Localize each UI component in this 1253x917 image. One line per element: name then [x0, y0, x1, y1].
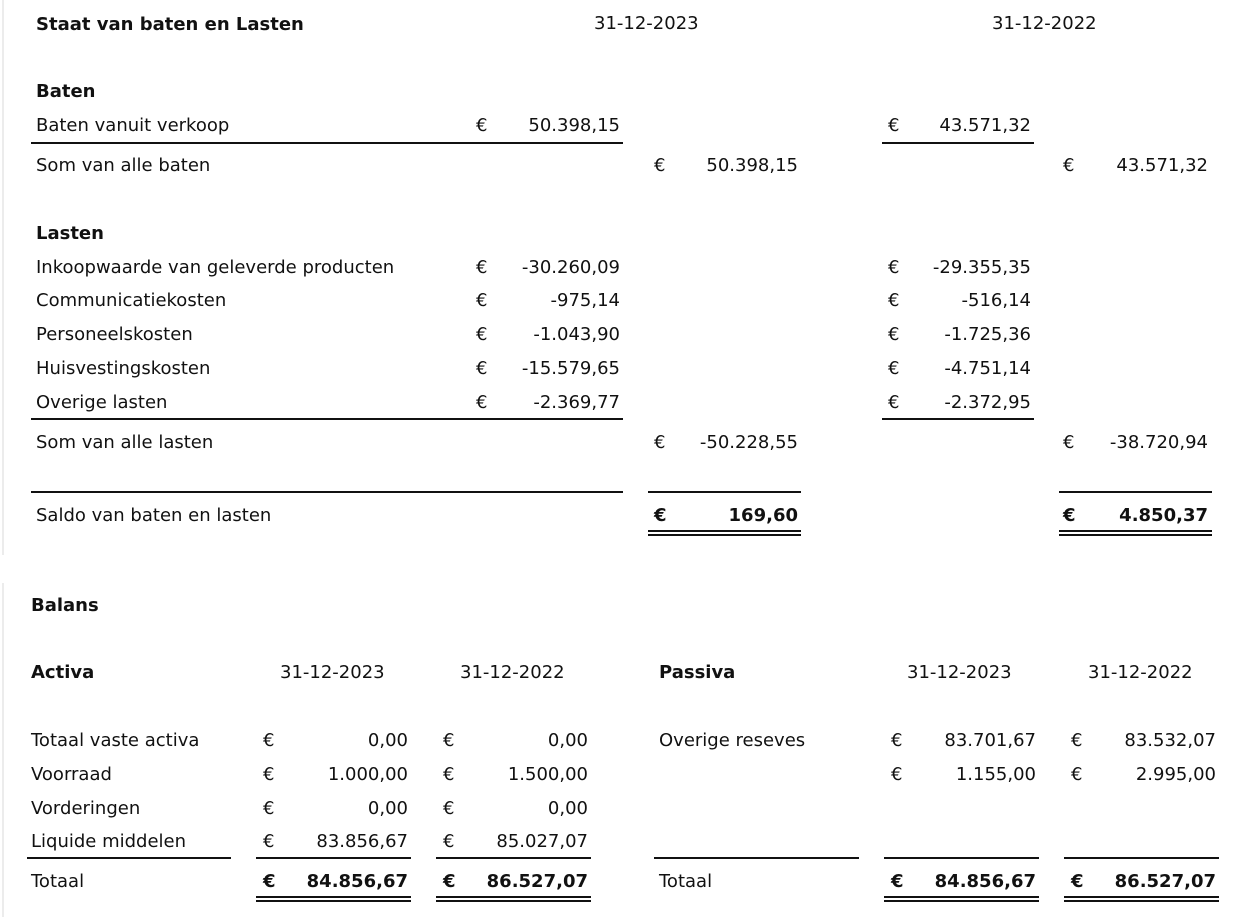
double-underline: [1064, 896, 1219, 902]
value-2022: 0,00: [547, 798, 588, 819]
euro-sign: €: [888, 392, 900, 413]
euro-sign: €: [888, 290, 900, 311]
passiva-col-2023: 31-12-2023: [907, 662, 1012, 683]
euro-sign: €: [891, 871, 904, 892]
value-2023: 1.155,00: [955, 764, 1036, 785]
value-2023: 0,00: [367, 730, 408, 751]
underline: [882, 418, 1034, 420]
euro-sign: €: [654, 432, 666, 453]
rule: [1059, 491, 1212, 493]
euro-sign: €: [1071, 764, 1083, 785]
euro-sign: €: [443, 798, 455, 819]
saldo-2023: 169,60: [728, 505, 798, 526]
totaal-2023: 84.856,67: [306, 871, 408, 892]
underline: [31, 418, 623, 420]
total-2023: 50.398,15: [706, 155, 798, 176]
value-2023: 1.000,00: [327, 764, 408, 785]
value-2022: -516,14: [961, 290, 1031, 311]
underline: [256, 857, 411, 859]
row-label: Inkoopwaarde van geleverde producten: [36, 257, 395, 278]
row-label: Huisvestingskosten: [36, 358, 211, 379]
underline: [882, 142, 1034, 144]
euro-sign: €: [1063, 505, 1076, 526]
passiva-heading: Passiva: [659, 662, 736, 683]
value-2023: -975,14: [550, 290, 620, 311]
euro-sign: €: [888, 324, 900, 345]
balans-title: Balans: [31, 595, 99, 616]
total-2022: 43.571,32: [1116, 155, 1208, 176]
value-2022: 1.500,00: [507, 764, 588, 785]
row-label: Overige lasten: [36, 392, 168, 413]
euro-sign: €: [1071, 730, 1083, 751]
totaal-2022: 86.527,07: [486, 871, 588, 892]
total-2023: -50.228,55: [699, 432, 798, 453]
activa-col-2023: 31-12-2023: [280, 662, 385, 683]
euro-sign: €: [263, 831, 275, 852]
row-label: Totaal: [659, 871, 713, 892]
euro-sign: €: [1063, 432, 1075, 453]
value-2022: -29.355,35: [932, 257, 1031, 278]
euro-sign: €: [1063, 155, 1075, 176]
lasten-heading: Lasten: [36, 223, 104, 244]
euro-sign: €: [1071, 871, 1084, 892]
euro-sign: €: [443, 831, 455, 852]
activa-heading: Activa: [31, 662, 95, 683]
row-label: Saldo van baten en lasten: [36, 505, 272, 526]
value-2022: 0,00: [547, 730, 588, 751]
euro-sign: €: [888, 257, 900, 278]
value-2022: 83.532,07: [1124, 730, 1216, 751]
euro-sign: €: [443, 730, 455, 751]
row-label: Totaal: [31, 871, 85, 892]
totaal-2022: 86.527,07: [1114, 871, 1216, 892]
double-underline: [884, 896, 1039, 902]
euro-sign: €: [891, 764, 903, 785]
value-2023: -2.369,77: [533, 392, 620, 413]
value-2023: -1.043,90: [533, 324, 620, 345]
underline: [27, 857, 231, 859]
euro-sign: €: [888, 358, 900, 379]
euro-sign: €: [263, 871, 276, 892]
euro-sign: €: [654, 155, 666, 176]
euro-sign: €: [476, 358, 488, 379]
value-2023: -30.260,09: [521, 257, 620, 278]
underline: [436, 857, 591, 859]
double-underline: [648, 530, 801, 536]
euro-sign: €: [263, 764, 275, 785]
euro-sign: €: [476, 392, 488, 413]
euro-sign: €: [891, 730, 903, 751]
left-edge-line: [2, 0, 4, 555]
statement-title: Staat van baten en Lasten: [36, 14, 304, 35]
value-2022: -4.751,14: [944, 358, 1031, 379]
totaal-2023: 84.856,67: [934, 871, 1036, 892]
baten-heading: Baten: [36, 81, 96, 102]
row-label: Liquide middelen: [31, 831, 187, 852]
column-header-2022: 31-12-2022: [992, 13, 1097, 34]
double-underline: [256, 896, 411, 902]
rule: [648, 491, 801, 493]
value-2022: -2.372,95: [944, 392, 1031, 413]
row-label: Baten vanuit verkoop: [36, 115, 230, 136]
underline: [31, 142, 623, 144]
double-underline: [1059, 530, 1212, 536]
balans-left-edge-line: [2, 583, 4, 917]
row-label: Personeelskosten: [36, 324, 193, 345]
value-2022: 2.995,00: [1135, 764, 1216, 785]
value-2023: 83.856,67: [316, 831, 408, 852]
euro-sign: €: [263, 798, 275, 819]
value-2022: 43.571,32: [939, 115, 1031, 136]
row-label: Som van alle lasten: [36, 432, 214, 453]
underline: [654, 857, 859, 859]
euro-sign: €: [654, 505, 667, 526]
value-2023: 50.398,15: [528, 115, 620, 136]
value-2022: -1.725,36: [944, 324, 1031, 345]
euro-sign: €: [476, 290, 488, 311]
euro-sign: €: [476, 115, 488, 136]
activa-col-2022: 31-12-2022: [460, 662, 565, 683]
double-underline: [436, 896, 591, 902]
row-label: Vorderingen: [31, 798, 141, 819]
total-2022: -38.720,94: [1109, 432, 1208, 453]
column-header-2023: 31-12-2023: [594, 13, 699, 34]
euro-sign: €: [443, 764, 455, 785]
passiva-col-2022: 31-12-2022: [1088, 662, 1193, 683]
row-label: Som van alle baten: [36, 155, 211, 176]
underline: [884, 857, 1039, 859]
row-label: Overige reseves: [659, 730, 806, 751]
row-label: Communicatiekosten: [36, 290, 227, 311]
value-2022: 85.027,07: [496, 831, 588, 852]
euro-sign: €: [888, 115, 900, 136]
row-label: Voorraad: [31, 764, 112, 785]
value-2023: 83.701,67: [944, 730, 1036, 751]
row-label: Totaal vaste activa: [31, 730, 200, 751]
value-2023: -15.579,65: [521, 358, 620, 379]
euro-sign: €: [263, 730, 275, 751]
euro-sign: €: [476, 257, 488, 278]
rule: [31, 491, 623, 493]
euro-sign: €: [443, 871, 456, 892]
underline: [1064, 857, 1219, 859]
value-2023: 0,00: [367, 798, 408, 819]
euro-sign: €: [476, 324, 488, 345]
saldo-2022: 4.850,37: [1119, 505, 1208, 526]
